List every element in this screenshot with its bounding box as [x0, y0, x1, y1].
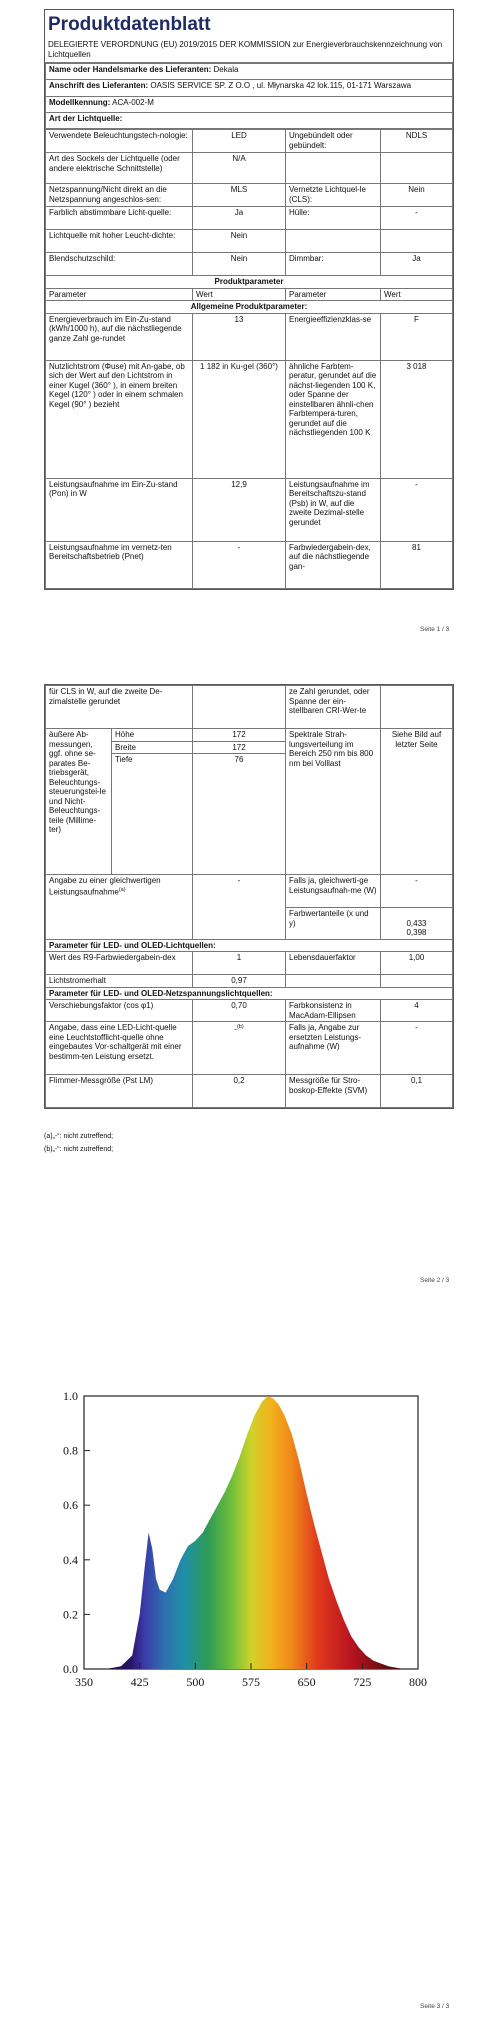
col-parameter-2: Parameter	[286, 288, 381, 301]
light-source-row	[46, 153, 453, 184]
parameter-label: Energieverbrauch im Ein-Zu-stand (kWh/1000 h), auf die nächstliegende ganze Zahl ge-rundet	[46, 313, 193, 360]
y-tick-label: 0.0	[63, 1662, 78, 1676]
product-parameters-header: Produktparameter	[46, 276, 453, 289]
row-label: Lichtquelle mit hoher Leucht-dichte:	[46, 230, 193, 253]
parameter-row	[46, 360, 453, 478]
row-value-2	[381, 230, 453, 253]
cls-standby-cont: für CLS in W, auf die zweite De-zimalstelle gerundet	[46, 686, 193, 729]
cri-cont: ze Zahl gerundet, oder Spanne der ein-stellbaren CRI-Wer-te	[286, 686, 381, 729]
replacement-value: -	[234, 1024, 237, 1034]
dim-height-label: Höhe	[112, 729, 193, 742]
light-source-table	[45, 129, 453, 589]
parameter-label: Leistungsaufnahme im vernetz-ten Bereitschaftsbetrieb (Pnet)	[46, 541, 193, 588]
chromaticity-x: 0,433	[406, 918, 427, 928]
page-number-1: Seite 1 / 3	[420, 626, 450, 633]
row-value-2: -	[381, 207, 453, 230]
row-label-2: Dimmbar:	[286, 253, 381, 276]
row-value-2: Nein	[381, 184, 453, 207]
page-1	[0, 0, 490, 640]
row-label: Blendschutzschild:	[46, 253, 193, 276]
x-tick-label: 575	[242, 1675, 260, 1689]
light-source-row	[46, 230, 453, 253]
spectral-label: Spektrale Strah-lungsverteilung im Bereich 250 nm bis 800 nm bei Volllast	[286, 729, 381, 875]
row-label: Art des Sockels der Lichtquelle (oder andere elektrische Schnittstelle)	[46, 153, 193, 184]
parameter-value: 1 182 in Ku-gel (360°)	[193, 360, 286, 478]
parameter-value-2: -	[381, 478, 453, 541]
replacement-note: (b)	[236, 1024, 244, 1030]
r9-label: Wert des R9-Farbwiedergabein-dex	[46, 952, 193, 975]
light-source-row	[46, 130, 453, 153]
model-value: ACA-002-M	[112, 98, 154, 107]
flicker-value: 0,2	[193, 1075, 286, 1108]
light-source-row	[46, 207, 453, 230]
row-label: Verwendete Beleuchtungstech-nologie:	[46, 130, 193, 153]
parameter-value-2: 81	[381, 541, 453, 588]
parameter-label-2: Leistungsaufnahme im Bereitschaftszu-stand (Psb) in W, auf die zweite Dezimal-stelle gerundet	[286, 478, 381, 541]
row-value: N/A	[193, 153, 286, 184]
replacement-c: Falls ja, Angabe zur ersetzten Leistungs-aufnahme (W)	[286, 1022, 381, 1075]
model-row	[46, 97, 453, 113]
color-consistency-label: Farbkonsistenz in MacAdam-Ellipsen	[286, 1000, 381, 1022]
col-value-2: Wert	[381, 288, 453, 301]
lumen-maintenance-label: Lichtstromerhalt	[46, 975, 193, 988]
chromaticity-y: 0,398	[406, 928, 427, 937]
dim-depth-label: Tiefe	[112, 754, 193, 875]
y-tick-label: 0.8	[63, 1443, 78, 1458]
parameter-row	[46, 313, 453, 360]
row-value: Nein	[193, 230, 286, 253]
dim-height-value: 172	[193, 729, 286, 742]
col-parameter: Parameter	[46, 288, 193, 301]
page-2	[0, 640, 490, 1290]
parameter-label: Nutzlichtstrom (Φuse) mit An-gabe, ob sich der Wert auf den Lichtstrom in einer Kugel (360° ), in einem breiten Kegel (120° ) oder in einem schmalen Kegel (90° ) bezieht	[46, 360, 193, 478]
datasheet-page-1	[44, 9, 454, 590]
led-parameters-header: Parameter für LED- und OLED-Lichtquellen:	[46, 939, 453, 952]
supplier-address-row	[46, 80, 453, 97]
parameter-value-2: 3 018	[381, 360, 453, 478]
color-consistency-value: 4	[381, 1000, 453, 1022]
plot-area	[63, 1389, 427, 1689]
x-tick-label: 350	[75, 1675, 93, 1689]
regulation-subtitle: DELEGIERTE VERORDNUNG (EU) 2019/2015 DER KOMMISSION zur Energieverbrauchskennzeichnung von Lichtquellen	[45, 38, 453, 63]
cri-cont-value	[381, 686, 453, 729]
row-label-2	[286, 230, 381, 253]
parameter-label-2: Farbwiedergabein-dex, auf die nächstliegende gan-	[286, 541, 381, 588]
equivalent-power-label: Angabe zu einer gleichwertigen Leistungsaufnahme	[49, 876, 161, 897]
row-label-2	[286, 153, 381, 184]
row-value: LED	[193, 130, 286, 153]
row-label-2: Hülle:	[286, 207, 381, 230]
displacement-factor-label: Verschiebungsfaktor (cos φ1)	[46, 1000, 193, 1022]
row-value: Ja	[193, 207, 286, 230]
r9-value: 1	[193, 952, 286, 975]
light-source-row	[46, 184, 453, 207]
row-label-2: Ungebündelt oder gebündelt:	[286, 130, 381, 153]
x-tick-label: 425	[130, 1675, 149, 1689]
spectral-value: Siehe Bild auf letzter Seite	[381, 729, 453, 875]
x-tick-label: 500	[186, 1675, 205, 1689]
row-value: Nein	[193, 253, 286, 276]
dim-depth-value: 76	[193, 754, 286, 875]
chromaticity-values	[381, 908, 453, 940]
equivalent-power-note: (a)	[118, 886, 126, 893]
parameter-value-2: F	[381, 313, 453, 360]
light-source-row	[46, 253, 453, 276]
supplier-mark-label: Name oder Handelsmarke des Lieferanten:	[49, 65, 212, 74]
footnote-a: (a)„-“: nicht zutreffend;	[44, 1133, 114, 1140]
y-tick-label: 0.2	[63, 1607, 78, 1622]
page-number-3: Seite 3 / 3	[420, 2003, 450, 2010]
page-3	[0, 1290, 490, 2017]
row-value-2: Ja	[381, 253, 453, 276]
parameter-value: 13	[193, 313, 286, 360]
footnote-b: (b)„-“: nicht zutreffend;	[44, 1146, 114, 1153]
sheet-title: Produktdatenblatt	[48, 14, 211, 35]
supplier-table	[45, 63, 453, 129]
replacement-value-cell	[193, 1022, 286, 1075]
equivalent-power-c: Falls ja, gleichwerti-ge Leistungsaufnah-me (W)	[286, 875, 381, 908]
page-fade	[0, 1722, 490, 1728]
mains-parameters-header: Parameter für LED- und OLED-Netzspannungslichtquellen:	[46, 987, 453, 1000]
dim-width-label: Breite	[112, 741, 193, 754]
page-number-2: Seite 2 / 3	[420, 1277, 450, 1284]
lifetime-factor-label: Lebensdauerfaktor	[286, 952, 381, 975]
y-tick-label: 1.0	[63, 1389, 78, 1403]
parameter-label-2: Energieeffizienzklas-se	[286, 313, 381, 360]
replacement-label: Angabe, dass eine LED-Licht-quelle eine Leuchtstofflicht-quelle ohne eingebautes Vor-schaltgerät mit einer bestimm-ten Leistung ersetzt.	[46, 1022, 193, 1075]
dim-width-value: 172	[193, 741, 286, 754]
x-tick-label: 800	[409, 1675, 427, 1689]
datasheet-page-2	[44, 684, 454, 1109]
parameter-row	[46, 478, 453, 541]
x-tick-label: 650	[297, 1675, 316, 1689]
general-parameters-header: Allgemeine Produktparameter:	[46, 301, 453, 314]
lumen-maintenance-empty-d	[381, 975, 453, 988]
x-tick-label: 725	[353, 1675, 372, 1689]
chromaticity-label: Farbwertanteile (x und y)	[286, 908, 381, 940]
parameter-row	[46, 541, 453, 588]
cls-standby-value	[193, 686, 286, 729]
row-label: Farblich abstimmbare Licht-quelle:	[46, 207, 193, 230]
parameter-value: 12,9	[193, 478, 286, 541]
row-label: Netzspannung/Nicht direkt an die Netzspannung angeschlos-sen:	[46, 184, 193, 207]
supplier-mark-row	[46, 64, 453, 80]
y-tick-label: 0.4	[63, 1552, 78, 1567]
dimensions-label: äußere Ab-messungen, ggf. ohne se-parates Be-triebsgerät, Beleuchtungs-steuerungstei-le und Nicht-Beleuchtungs-teile (Millime-ter)	[46, 729, 112, 875]
params-table-2	[45, 685, 453, 1108]
lifetime-factor-value: 1,00	[381, 952, 453, 975]
y-tick-label: 0.6	[63, 1498, 78, 1513]
parameter-label: Leistungsaufnahme im Ein-Zu-stand (Pon) in W	[46, 478, 193, 541]
row-label-2: Vernetzte Lichtquel-le (CLS):	[286, 184, 381, 207]
col-value: Wert	[193, 288, 286, 301]
address-value: OASIS SERVICE SP. Z O.O , ul. Młynarska 42 lok.115, 01-171 Warszawa	[150, 81, 412, 90]
model-label: Modellkennung:	[49, 98, 111, 107]
row-value-2: NDLS	[381, 130, 453, 153]
equivalent-power-value: -	[193, 875, 286, 940]
lumen-maintenance-empty-c	[286, 975, 381, 988]
row-value-2	[381, 153, 453, 184]
lumen-maintenance-value: 0,97	[193, 975, 286, 988]
equivalent-power-row	[46, 875, 193, 940]
flicker-label: Flimmer-Messgröße (Pst LM)	[46, 1075, 193, 1108]
spectral-distribution-chart	[36, 1372, 466, 1702]
stroboscopic-label: Messgröße für Stro-boskop-Effekte (SVM)	[286, 1075, 381, 1108]
parameter-label-2: ähnliche Farbtem-peratur, gerundet auf die nächst-liegenden 100 K, oder Spanne der einstellbaren ähnli-chen Farbtempera-turen, gerundet auf die nächstliegenden 100 K	[286, 360, 381, 478]
equivalent-power-d: -	[381, 875, 453, 908]
replacement-d: -	[381, 1022, 453, 1075]
stroboscopic-value: 0,1	[381, 1075, 453, 1108]
displacement-factor-value: 0,70	[193, 1000, 286, 1022]
row-value: MLS	[193, 184, 286, 207]
supplier-mark-value: Dekala	[213, 65, 239, 74]
parameter-value: -	[193, 541, 286, 588]
address-label: Anschrift des Lieferanten:	[49, 81, 149, 90]
light-source-type-header: Art der Lichtquelle:	[46, 113, 453, 129]
